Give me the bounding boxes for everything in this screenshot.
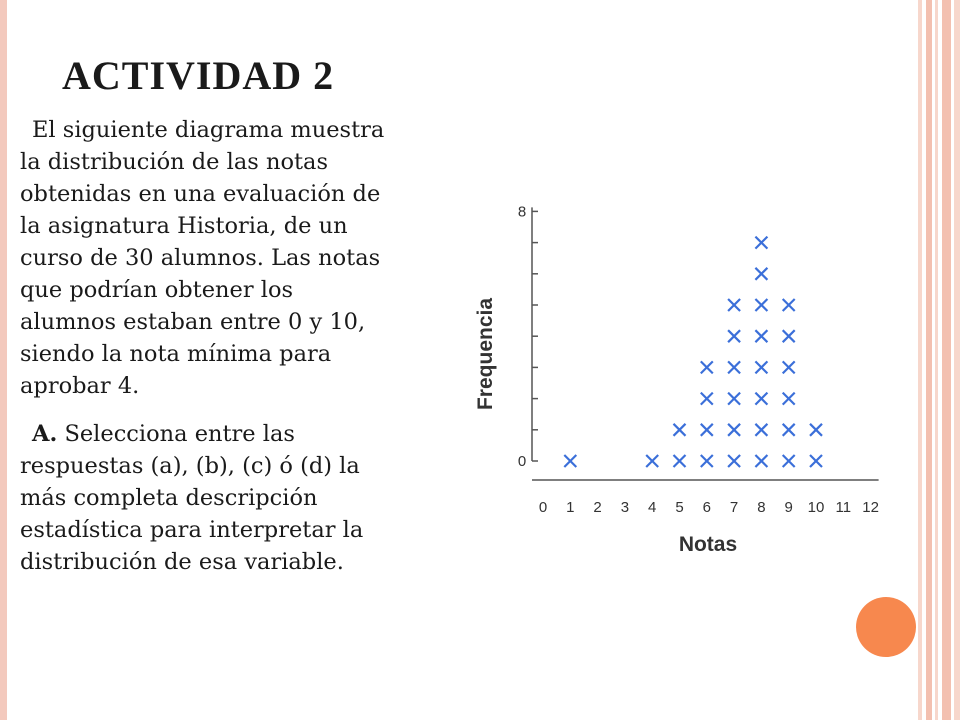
x-tick-label: 12 bbox=[862, 499, 879, 516]
data-point-x-marker bbox=[783, 424, 795, 436]
paragraph-line: que podrían obtener los bbox=[20, 277, 294, 303]
data-point-x-marker bbox=[728, 330, 740, 342]
x-tick-label: 2 bbox=[593, 499, 602, 516]
dot-plot-chart bbox=[452, 176, 892, 576]
data-point-x-marker bbox=[783, 455, 795, 467]
data-point-x-marker bbox=[755, 393, 767, 405]
question-line: estadística para interpretar la bbox=[20, 517, 364, 543]
data-point-x-marker bbox=[728, 424, 740, 436]
data-point-x-marker bbox=[701, 393, 713, 405]
y-tick-label: 0 bbox=[517, 453, 527, 470]
data-point-x-marker bbox=[728, 393, 740, 405]
data-point-x-marker bbox=[755, 237, 767, 249]
data-point-x-marker bbox=[728, 361, 740, 373]
x-tick-label: 8 bbox=[757, 499, 766, 516]
data-point-x-marker bbox=[755, 361, 767, 373]
x-tick-label: 9 bbox=[784, 499, 793, 516]
data-point-x-marker bbox=[728, 455, 740, 467]
x-tick-label: 6 bbox=[702, 499, 711, 516]
x-axis-label: Notas bbox=[678, 533, 738, 556]
data-point-x-marker bbox=[646, 455, 658, 467]
paragraph-line: aprobar 4. bbox=[20, 373, 140, 399]
data-point-x-marker bbox=[783, 330, 795, 342]
question-intro: Selecciona entre las bbox=[57, 421, 295, 447]
data-point-x-marker bbox=[701, 455, 713, 467]
x-tick-label: 0 bbox=[538, 499, 548, 516]
data-point-x-marker bbox=[701, 424, 713, 436]
paragraph-line: alumnos estaban entre 0 y 10, bbox=[20, 309, 366, 335]
x-tick-label: 10 bbox=[807, 499, 825, 516]
data-point-x-marker bbox=[783, 361, 795, 373]
slide-frame-right bbox=[918, 0, 960, 720]
data-point-x-marker bbox=[783, 299, 795, 311]
paragraph-line: obtenidas en una evaluación de bbox=[20, 181, 381, 207]
paragraph-line: El siguiente diagrama muestra bbox=[32, 117, 385, 143]
question-line: respuestas (a), (b), (c) ó (d) la bbox=[20, 453, 360, 479]
question-line: distribución de esa variable. bbox=[20, 549, 344, 575]
chart-panel bbox=[452, 176, 892, 576]
slide-body-text bbox=[20, 114, 490, 674]
decorative-orange-circle bbox=[856, 597, 916, 657]
data-point-x-marker bbox=[755, 299, 767, 311]
data-point-x-marker bbox=[755, 268, 767, 280]
y-axis-label: Frequencia bbox=[474, 297, 497, 411]
data-point-x-marker bbox=[564, 455, 576, 467]
question-first-line bbox=[20, 418, 490, 450]
paragraph-line: la asignatura Historia, de un bbox=[20, 213, 348, 239]
data-point-x-marker bbox=[810, 424, 822, 436]
data-point-x-marker bbox=[755, 455, 767, 467]
data-point-x-marker bbox=[783, 393, 795, 405]
paragraph-line: siendo la nota mínima para bbox=[20, 341, 332, 367]
data-point-x-marker bbox=[701, 361, 713, 373]
x-tick-label: 3 bbox=[620, 499, 630, 516]
data-point-x-marker bbox=[755, 424, 767, 436]
x-tick-label: 11 bbox=[835, 499, 852, 516]
data-point-x-marker bbox=[674, 424, 686, 436]
data-point-x-marker bbox=[674, 455, 686, 467]
slide-title: ACTIVIDAD 2 bbox=[62, 53, 335, 98]
data-point-x-marker bbox=[810, 455, 822, 467]
x-tick-label: 7 bbox=[729, 499, 739, 516]
paragraph-line: la distribución de las notas bbox=[20, 149, 329, 175]
data-point-x-marker bbox=[755, 330, 767, 342]
x-tick-label: 4 bbox=[648, 499, 657, 516]
question-label: A. bbox=[32, 421, 58, 447]
x-tick-label: 1 bbox=[566, 499, 575, 516]
slide-frame-left bbox=[0, 0, 7, 720]
data-point-x-marker bbox=[728, 299, 740, 311]
paragraph-line: curso de 30 alumnos. Las notas bbox=[20, 245, 381, 271]
x-tick-label: 5 bbox=[675, 499, 684, 516]
y-tick-label: 8 bbox=[517, 203, 527, 221]
question-line: más completa descripción bbox=[20, 485, 318, 511]
